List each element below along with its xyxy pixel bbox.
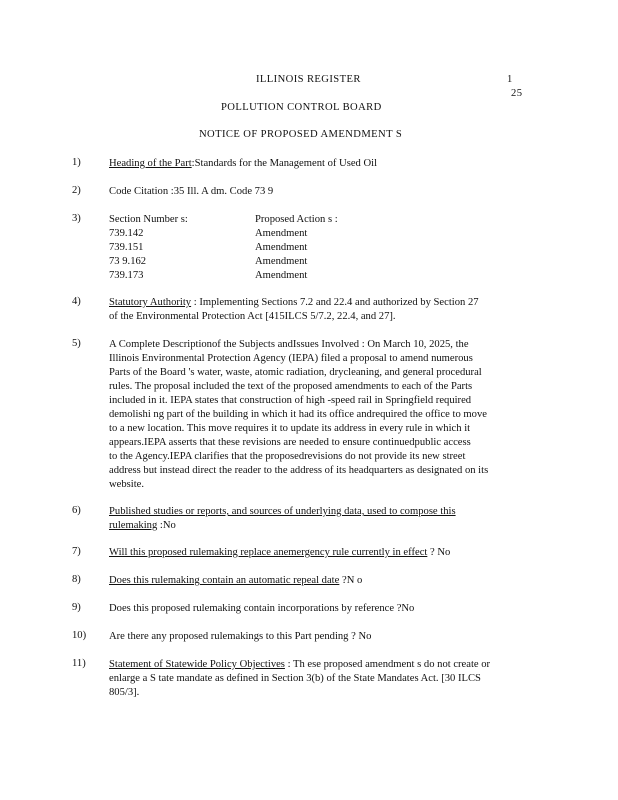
- item-text: enlarge a S tate mandate as defined in Section 3(b) of the State Mandates Act. [30 ILCS: [109, 673, 481, 684]
- proposed-action-header: Proposed Action s :: [255, 214, 338, 225]
- policy-objectives: [109, 658, 541, 700]
- item-text: ? No: [427, 547, 451, 558]
- incorporations: Does this proposed rulemaking contain incorporations by reference ?No: [109, 603, 415, 614]
- table-row: [109, 269, 541, 283]
- item-number: 10): [72, 630, 87, 641]
- item-number: 4): [72, 296, 81, 307]
- item-heading: [109, 157, 541, 171]
- item-text: : Implementing Sections 7.2 and 22.4 and authorized by Section 27: [191, 297, 479, 308]
- action-cell: Amendment: [255, 270, 308, 281]
- register-title: ILLINOIS REGISTER: [256, 74, 361, 85]
- paragraph-line: website.: [109, 479, 145, 490]
- item-text: : Th ese proposed amendment s do not create or: [284, 659, 491, 670]
- item-text: 805/3].: [109, 687, 140, 698]
- item-number: 11): [72, 658, 86, 669]
- item-number: 5): [72, 338, 81, 349]
- table-row: [109, 241, 541, 255]
- item-label: rulemaking: [109, 520, 158, 531]
- pending-rulemakings: Are there any proposed rulemakings to this Part pending ? No: [109, 631, 372, 642]
- paragraph-line: rules. The proposal included the text of the proposed amendments to each of the Parts: [109, 381, 473, 392]
- item-text: :No: [157, 520, 176, 531]
- section-cell: 739.173: [109, 270, 144, 281]
- item-text: :Standards for the Management of Used Oil: [191, 158, 378, 169]
- section-cell: 739.142: [109, 228, 144, 239]
- description-paragraph: [109, 338, 541, 492]
- paragraph-line: A Complete Descriptionof the Subjects andIssues Involved : On March 10, 2025, the: [109, 339, 469, 350]
- item-number: 7): [72, 546, 81, 557]
- item-label: Statutory Authority: [109, 297, 192, 308]
- action-cell: Amendment: [255, 256, 308, 267]
- section-cell: 73 9.162: [109, 256, 147, 267]
- item-number: 3): [72, 213, 81, 224]
- statutory-authority: [109, 296, 541, 324]
- item-label: Published studies or reports, and sources of underlying data, used to compose this: [109, 506, 456, 517]
- action-cell: Amendment: [255, 228, 308, 239]
- item-text: ?N o: [339, 575, 363, 586]
- paragraph-line: Parts of the Board 's water, waste, atomic radiation, drycleaning, and general procedural: [109, 367, 482, 378]
- section-cell: 739.151: [109, 242, 144, 253]
- paragraph-line: to a new location. This move requires it to update its address in every rule in which it: [109, 423, 471, 434]
- paragraph-line: included in it. IEPA states that construction of high -speed rail in Springfield required: [109, 395, 472, 406]
- paragraph-line: demolishi ng part of the building in which it had its office andrequired the office to move: [109, 409, 487, 420]
- paragraph-line: Illinois Environmental Protection Agency (IEPA) filed a proposal to amend numerous: [109, 353, 473, 364]
- page-number-b: 25: [511, 88, 523, 99]
- section-table: [109, 213, 541, 283]
- item-label: Statement of Statewide Policy Objectives: [109, 659, 285, 670]
- table-row: [109, 255, 541, 269]
- item-label: Will this proposed rulemaking replace anemergency rule currently in effect: [109, 547, 428, 558]
- item-number: 6): [72, 505, 81, 516]
- action-cell: Amendment: [255, 242, 308, 253]
- page-number-a: 1: [507, 74, 513, 85]
- emergency-rule: [109, 546, 541, 560]
- table-header-row: [109, 213, 541, 227]
- code-citation: Code Citation :35 Ill. A dm. Code 73 9: [109, 186, 274, 197]
- item-number: 8): [72, 574, 81, 585]
- item-text: of the Environmental Protection Act [415ILCS 5/7.2, 22.4, and 27].: [109, 311, 396, 322]
- table-row: [109, 227, 541, 241]
- paragraph-line: appears.IEPA asserts that these revisions are needed to ensure continuedpublic access: [109, 437, 471, 448]
- item-label: Does this rulemaking contain an automatic repeal date: [109, 575, 340, 586]
- paragraph-line: to the Agency.IEPA clarifies that the proposedrevisions do not provide its new street: [109, 451, 466, 462]
- repeal-date: [109, 574, 541, 588]
- published-studies: [109, 505, 541, 533]
- item-label: Heading of the Part: [109, 158, 192, 169]
- board-title: POLLUTION CONTROL BOARD: [221, 102, 382, 113]
- item-number: 2): [72, 185, 81, 196]
- item-number: 9): [72, 602, 81, 613]
- section-number-header: Section Number s:: [109, 214, 188, 225]
- notice-title: NOTICE OF PROPOSED AMENDMENT S: [199, 129, 403, 140]
- paragraph-line: address but instead direct the reader to the address of its headquarters as designated on its: [109, 465, 489, 476]
- item-number: 1): [72, 157, 81, 168]
